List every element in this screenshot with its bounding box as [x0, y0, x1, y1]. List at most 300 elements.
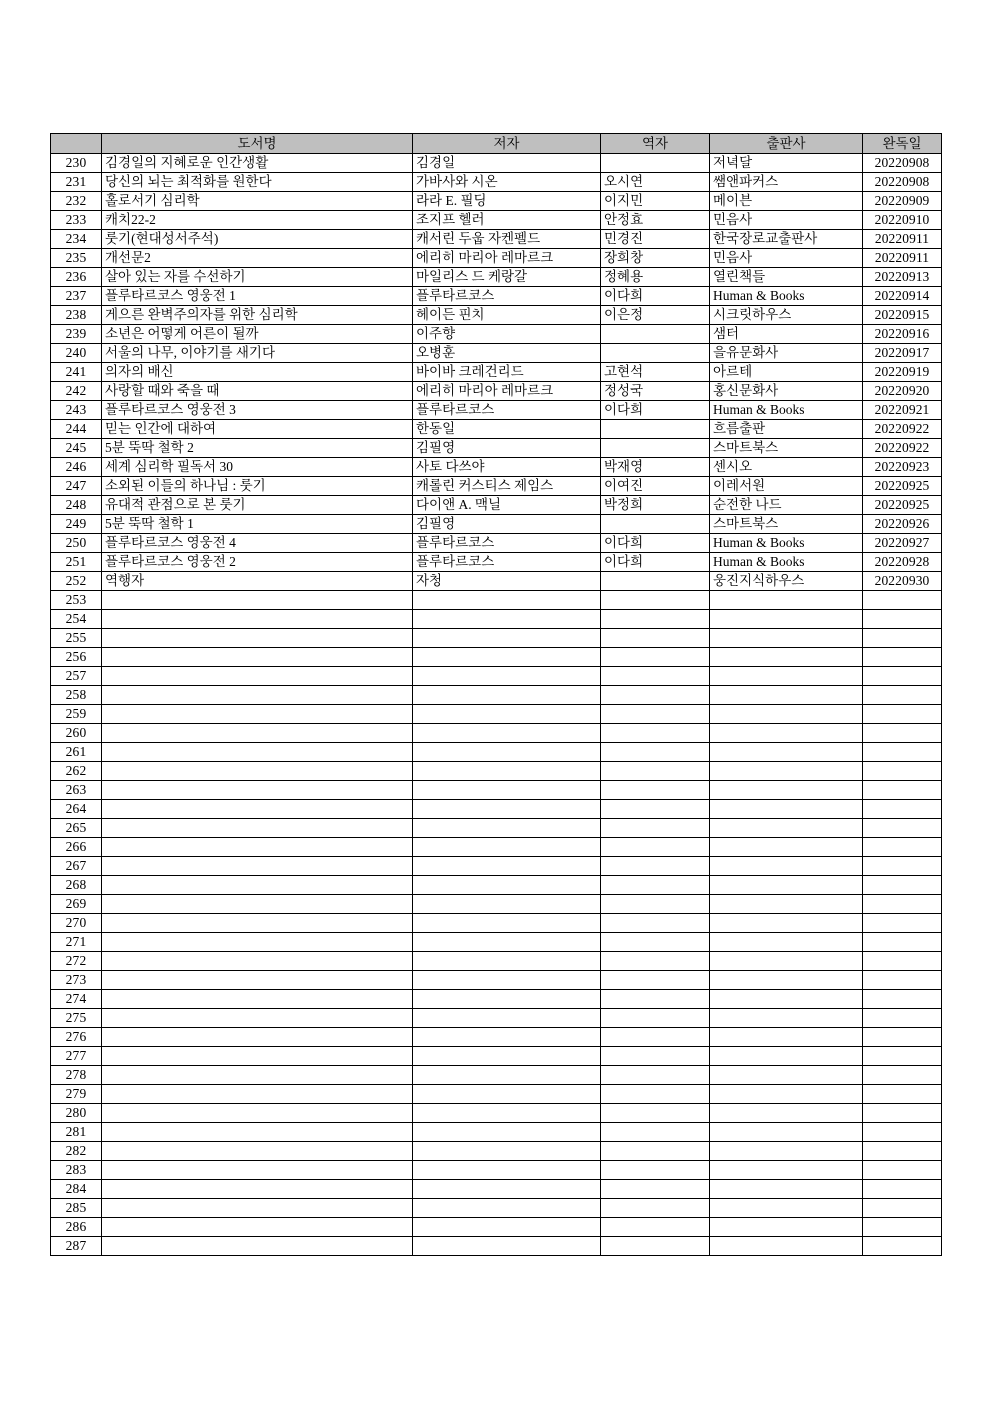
table-row[interactable] [51, 306, 942, 325]
table-row[interactable] [51, 1066, 942, 1085]
author-cell[interactable] [413, 800, 601, 819]
table-row[interactable] [51, 781, 942, 800]
table-row[interactable] [51, 857, 942, 876]
author-cell[interactable]: 김필영 [413, 439, 601, 458]
publisher-cell[interactable] [710, 895, 863, 914]
row-index-cell[interactable]: 244 [51, 420, 102, 439]
author-cell[interactable] [413, 819, 601, 838]
table-row[interactable] [51, 1180, 942, 1199]
row-index-cell[interactable]: 236 [51, 268, 102, 287]
publisher-cell[interactable] [710, 1047, 863, 1066]
publisher-cell[interactable] [710, 1161, 863, 1180]
row-index-cell[interactable]: 237 [51, 287, 102, 306]
row-index-cell[interactable]: 234 [51, 230, 102, 249]
translator-cell[interactable] [601, 724, 710, 743]
book-title-cell[interactable] [102, 724, 413, 743]
row-index-cell[interactable]: 262 [51, 762, 102, 781]
author-cell[interactable]: 한동일 [413, 420, 601, 439]
finished-date-cell[interactable]: 20220922 [863, 439, 942, 458]
book-title-cell[interactable] [102, 1009, 413, 1028]
publisher-cell[interactable] [710, 1180, 863, 1199]
publisher-cell[interactable]: 흐름출판 [710, 420, 863, 439]
translator-cell[interactable] [601, 705, 710, 724]
translator-cell[interactable] [601, 572, 710, 591]
row-index-cell[interactable]: 264 [51, 800, 102, 819]
translator-cell[interactable] [601, 591, 710, 610]
publisher-cell[interactable]: 한국장로교출판사 [710, 230, 863, 249]
translator-cell[interactable]: 정혜용 [601, 268, 710, 287]
row-index-cell[interactable]: 268 [51, 876, 102, 895]
table-row[interactable] [51, 990, 942, 1009]
author-cell[interactable] [413, 1237, 601, 1256]
translator-cell[interactable] [601, 515, 710, 534]
row-index-cell[interactable]: 269 [51, 895, 102, 914]
translator-cell[interactable]: 안정효 [601, 211, 710, 230]
finished-date-cell[interactable]: 20220923 [863, 458, 942, 477]
translator-cell[interactable] [601, 1199, 710, 1218]
translator-cell[interactable] [601, 1085, 710, 1104]
translator-cell[interactable]: 이다희 [601, 534, 710, 553]
publisher-cell[interactable] [710, 1009, 863, 1028]
table-row[interactable] [51, 838, 942, 857]
translator-cell[interactable] [601, 1237, 710, 1256]
publisher-cell[interactable]: Human & Books [710, 401, 863, 420]
translator-cell[interactable]: 오시연 [601, 173, 710, 192]
row-index-cell[interactable]: 232 [51, 192, 102, 211]
table-row[interactable] [51, 667, 942, 686]
publisher-cell[interactable] [710, 686, 863, 705]
book-title-cell[interactable]: 게으른 완벽주의자를 위한 심리학 [102, 306, 413, 325]
book-title-cell[interactable] [102, 1142, 413, 1161]
author-cell[interactable] [413, 667, 601, 686]
table-row[interactable] [51, 154, 942, 173]
book-title-cell[interactable] [102, 1218, 413, 1237]
book-title-cell[interactable]: 서울의 나무, 이야기를 새기다 [102, 344, 413, 363]
finished-date-cell[interactable]: 20220920 [863, 382, 942, 401]
book-title-cell[interactable] [102, 781, 413, 800]
translator-cell[interactable] [601, 1066, 710, 1085]
book-title-cell[interactable]: 역행자 [102, 572, 413, 591]
translator-cell[interactable] [601, 439, 710, 458]
row-index-cell[interactable]: 285 [51, 1199, 102, 1218]
finished-date-cell[interactable]: 20220930 [863, 572, 942, 591]
book-title-cell[interactable]: 캐치22-2 [102, 211, 413, 230]
row-index-cell[interactable]: 261 [51, 743, 102, 762]
translator-cell[interactable] [601, 1161, 710, 1180]
publisher-cell[interactable] [710, 648, 863, 667]
publisher-cell[interactable]: 을유문화사 [710, 344, 863, 363]
book-title-cell[interactable] [102, 876, 413, 895]
publisher-cell[interactable]: 메이븐 [710, 192, 863, 211]
publisher-cell[interactable] [710, 1142, 863, 1161]
translator-cell[interactable] [601, 933, 710, 952]
book-title-cell[interactable] [102, 591, 413, 610]
author-cell[interactable] [413, 838, 601, 857]
finished-date-cell[interactable] [863, 1047, 942, 1066]
finished-date-cell[interactable] [863, 629, 942, 648]
book-title-cell[interactable] [102, 1104, 413, 1123]
author-cell[interactable] [413, 781, 601, 800]
book-title-cell[interactable] [102, 743, 413, 762]
table-row[interactable] [51, 1028, 942, 1047]
publisher-cell[interactable] [710, 1218, 863, 1237]
publisher-cell[interactable]: 시크릿하우스 [710, 306, 863, 325]
translator-cell[interactable]: 이다희 [601, 287, 710, 306]
publisher-cell[interactable]: 아르테 [710, 363, 863, 382]
author-cell[interactable]: 에리히 마리아 레마르크 [413, 382, 601, 401]
table-row[interactable] [51, 496, 942, 515]
finished-date-cell[interactable]: 20220911 [863, 230, 942, 249]
finished-date-cell[interactable]: 20220909 [863, 192, 942, 211]
finished-date-cell[interactable] [863, 819, 942, 838]
finished-date-cell[interactable] [863, 705, 942, 724]
row-index-cell[interactable]: 272 [51, 952, 102, 971]
publisher-cell[interactable]: 민음사 [710, 211, 863, 230]
table-row[interactable] [51, 1199, 942, 1218]
row-index-cell[interactable]: 286 [51, 1218, 102, 1237]
translator-cell[interactable] [601, 1009, 710, 1028]
publisher-cell[interactable]: 열린책들 [710, 268, 863, 287]
translator-cell[interactable] [601, 1180, 710, 1199]
book-title-cell[interactable] [102, 705, 413, 724]
translator-cell[interactable] [601, 420, 710, 439]
translator-cell[interactable] [601, 781, 710, 800]
author-cell[interactable]: 마일리스 드 케랑갈 [413, 268, 601, 287]
book-title-cell[interactable] [102, 990, 413, 1009]
translator-cell[interactable] [601, 990, 710, 1009]
publisher-cell[interactable] [710, 819, 863, 838]
publisher-cell[interactable] [710, 800, 863, 819]
publisher-cell[interactable] [710, 838, 863, 857]
row-index-cell[interactable]: 252 [51, 572, 102, 591]
publisher-cell[interactable] [710, 1199, 863, 1218]
author-cell[interactable] [413, 1047, 601, 1066]
table-row[interactable] [51, 363, 942, 382]
book-title-cell[interactable] [102, 1161, 413, 1180]
table-row[interactable] [51, 458, 942, 477]
book-title-cell[interactable]: 플루타르코스 영웅전 3 [102, 401, 413, 420]
author-cell[interactable] [413, 724, 601, 743]
row-index-cell[interactable]: 243 [51, 401, 102, 420]
translator-cell[interactable] [601, 1218, 710, 1237]
finished-date-cell[interactable] [863, 1085, 942, 1104]
finished-date-cell[interactable]: 20220913 [863, 268, 942, 287]
row-index-cell[interactable]: 249 [51, 515, 102, 534]
table-row[interactable] [51, 1123, 942, 1142]
author-cell[interactable] [413, 705, 601, 724]
publisher-cell[interactable] [710, 724, 863, 743]
book-title-cell[interactable]: 홀로서기 심리학 [102, 192, 413, 211]
finished-date-cell[interactable] [863, 952, 942, 971]
book-title-cell[interactable] [102, 933, 413, 952]
table-row[interactable] [51, 705, 942, 724]
finished-date-cell[interactable] [863, 857, 942, 876]
book-title-cell[interactable] [102, 1180, 413, 1199]
publisher-cell[interactable] [710, 629, 863, 648]
row-index-cell[interactable]: 258 [51, 686, 102, 705]
author-cell[interactable] [413, 1066, 601, 1085]
book-title-cell[interactable]: 5분 뚝딱 철학 1 [102, 515, 413, 534]
publisher-cell[interactable] [710, 762, 863, 781]
book-title-cell[interactable] [102, 1047, 413, 1066]
publisher-cell[interactable]: 웅진지식하우스 [710, 572, 863, 591]
finished-date-cell[interactable] [863, 876, 942, 895]
author-cell[interactable]: 사토 다쓰야 [413, 458, 601, 477]
table-row[interactable] [51, 268, 942, 287]
book-title-cell[interactable] [102, 1028, 413, 1047]
finished-date-cell[interactable] [863, 781, 942, 800]
author-cell[interactable] [413, 1028, 601, 1047]
author-cell[interactable]: 플루타르코스 [413, 553, 601, 572]
translator-cell[interactable] [601, 762, 710, 781]
table-row[interactable] [51, 534, 942, 553]
row-index-cell[interactable]: 267 [51, 857, 102, 876]
row-index-cell[interactable]: 273 [51, 971, 102, 990]
author-cell[interactable]: 헤이든 핀치 [413, 306, 601, 325]
finished-date-cell[interactable] [863, 895, 942, 914]
author-cell[interactable] [413, 1161, 601, 1180]
book-title-cell[interactable] [102, 895, 413, 914]
finished-date-cell[interactable]: 20220919 [863, 363, 942, 382]
publisher-cell[interactable] [710, 876, 863, 895]
table-row[interactable] [51, 192, 942, 211]
row-index-cell[interactable]: 245 [51, 439, 102, 458]
translator-cell[interactable] [601, 154, 710, 173]
publisher-cell[interactable] [710, 1123, 863, 1142]
book-title-cell[interactable] [102, 762, 413, 781]
publisher-cell[interactable] [710, 705, 863, 724]
table-row[interactable] [51, 724, 942, 743]
author-cell[interactable] [413, 1218, 601, 1237]
table-row[interactable] [51, 382, 942, 401]
table-row[interactable] [51, 420, 942, 439]
publisher-cell[interactable] [710, 743, 863, 762]
translator-cell[interactable] [601, 952, 710, 971]
author-cell[interactable] [413, 933, 601, 952]
table-row[interactable] [51, 743, 942, 762]
publisher-cell[interactable] [710, 1028, 863, 1047]
finished-date-cell[interactable] [863, 1009, 942, 1028]
row-index-cell[interactable]: 259 [51, 705, 102, 724]
publisher-cell[interactable] [710, 971, 863, 990]
finished-date-cell[interactable] [863, 1104, 942, 1123]
translator-cell[interactable]: 이은정 [601, 306, 710, 325]
author-cell[interactable] [413, 1142, 601, 1161]
translator-cell[interactable] [601, 1123, 710, 1142]
row-index-cell[interactable]: 230 [51, 154, 102, 173]
book-title-cell[interactable]: 의자의 배신 [102, 363, 413, 382]
book-title-cell[interactable]: 룻기(현대성서주석) [102, 230, 413, 249]
publisher-cell[interactable] [710, 857, 863, 876]
table-row[interactable] [51, 933, 942, 952]
row-index-cell[interactable]: 256 [51, 648, 102, 667]
author-cell[interactable]: 플루타르코스 [413, 401, 601, 420]
finished-date-cell[interactable]: 20220928 [863, 553, 942, 572]
book-title-cell[interactable] [102, 610, 413, 629]
finished-date-cell[interactable]: 20220925 [863, 496, 942, 515]
row-index-cell[interactable]: 276 [51, 1028, 102, 1047]
finished-date-cell[interactable] [863, 914, 942, 933]
finished-date-cell[interactable] [863, 610, 942, 629]
translator-cell[interactable]: 박재영 [601, 458, 710, 477]
translator-cell[interactable] [601, 914, 710, 933]
publisher-cell[interactable]: 샘터 [710, 325, 863, 344]
publisher-cell[interactable] [710, 933, 863, 952]
book-title-cell[interactable] [102, 819, 413, 838]
book-title-cell[interactable]: 5분 뚝딱 철학 2 [102, 439, 413, 458]
publisher-cell[interactable]: 순전한 나드 [710, 496, 863, 515]
row-index-cell[interactable]: 247 [51, 477, 102, 496]
row-index-cell[interactable]: 239 [51, 325, 102, 344]
book-title-cell[interactable] [102, 838, 413, 857]
table-row[interactable] [51, 1104, 942, 1123]
finished-date-cell[interactable]: 20220914 [863, 287, 942, 306]
translator-cell[interactable] [601, 743, 710, 762]
book-title-cell[interactable] [102, 971, 413, 990]
finished-date-cell[interactable] [863, 1218, 942, 1237]
row-index-cell[interactable]: 270 [51, 914, 102, 933]
table-row[interactable] [51, 800, 942, 819]
table-row[interactable] [51, 610, 942, 629]
publisher-cell[interactable] [710, 667, 863, 686]
table-row[interactable] [51, 173, 942, 192]
finished-date-cell[interactable] [863, 1066, 942, 1085]
finished-date-cell[interactable] [863, 1028, 942, 1047]
finished-date-cell[interactable] [863, 648, 942, 667]
finished-date-cell[interactable]: 20220911 [863, 249, 942, 268]
finished-date-cell[interactable] [863, 667, 942, 686]
table-row[interactable] [51, 686, 942, 705]
table-row[interactable] [51, 553, 942, 572]
author-cell[interactable] [413, 1180, 601, 1199]
table-row[interactable] [51, 1047, 942, 1066]
translator-cell[interactable] [601, 1028, 710, 1047]
book-title-cell[interactable]: 당신의 뇌는 최적화를 원한다 [102, 173, 413, 192]
row-index-cell[interactable]: 287 [51, 1237, 102, 1256]
finished-date-cell[interactable]: 20220908 [863, 154, 942, 173]
publisher-cell[interactable] [710, 1237, 863, 1256]
table-row[interactable] [51, 344, 942, 363]
author-cell[interactable]: 자청 [413, 572, 601, 591]
author-cell[interactable]: 다이앤 A. 맥닐 [413, 496, 601, 515]
publisher-cell[interactable]: 저녁달 [710, 154, 863, 173]
row-index-cell[interactable]: 251 [51, 553, 102, 572]
publisher-cell[interactable]: 홍신문화사 [710, 382, 863, 401]
translator-cell[interactable] [601, 610, 710, 629]
table-row[interactable] [51, 1218, 942, 1237]
row-index-cell[interactable]: 278 [51, 1066, 102, 1085]
book-title-cell[interactable]: 플루타르코스 영웅전 2 [102, 553, 413, 572]
table-row[interactable] [51, 249, 942, 268]
row-index-cell[interactable]: 254 [51, 610, 102, 629]
table-row[interactable] [51, 211, 942, 230]
table-row[interactable] [51, 515, 942, 534]
translator-cell[interactable] [601, 1142, 710, 1161]
finished-date-cell[interactable] [863, 990, 942, 1009]
row-index-cell[interactable]: 275 [51, 1009, 102, 1028]
book-title-cell[interactable] [102, 1123, 413, 1142]
author-cell[interactable] [413, 876, 601, 895]
author-cell[interactable] [413, 591, 601, 610]
author-cell[interactable]: 라라 E. 필딩 [413, 192, 601, 211]
translator-cell[interactable] [601, 800, 710, 819]
row-index-cell[interactable]: 233 [51, 211, 102, 230]
finished-date-cell[interactable]: 20220916 [863, 325, 942, 344]
publisher-cell[interactable]: 이레서원 [710, 477, 863, 496]
translator-cell[interactable]: 고현석 [601, 363, 710, 382]
book-title-cell[interactable]: 세계 심리학 필독서 30 [102, 458, 413, 477]
translator-cell[interactable] [601, 1047, 710, 1066]
book-title-cell[interactable] [102, 629, 413, 648]
row-index-cell[interactable]: 271 [51, 933, 102, 952]
book-title-cell[interactable]: 믿는 인간에 대하여 [102, 420, 413, 439]
translator-cell[interactable]: 정성국 [601, 382, 710, 401]
publisher-cell[interactable]: 센시오 [710, 458, 863, 477]
author-cell[interactable] [413, 686, 601, 705]
table-row[interactable] [51, 648, 942, 667]
table-row[interactable] [51, 230, 942, 249]
table-row[interactable] [51, 629, 942, 648]
row-index-cell[interactable]: 242 [51, 382, 102, 401]
publisher-cell[interactable]: Human & Books [710, 534, 863, 553]
row-index-cell[interactable]: 265 [51, 819, 102, 838]
author-cell[interactable] [413, 1123, 601, 1142]
book-title-cell[interactable]: 플루타르코스 영웅전 4 [102, 534, 413, 553]
author-cell[interactable]: 김경일 [413, 154, 601, 173]
publisher-cell[interactable]: 스마트북스 [710, 515, 863, 534]
finished-date-cell[interactable]: 20220910 [863, 211, 942, 230]
finished-date-cell[interactable] [863, 743, 942, 762]
author-cell[interactable]: 플루타르코스 [413, 287, 601, 306]
finished-date-cell[interactable]: 20220922 [863, 420, 942, 439]
author-cell[interactable]: 플루타르코스 [413, 534, 601, 553]
author-cell[interactable] [413, 971, 601, 990]
publisher-cell[interactable]: 스마트북스 [710, 439, 863, 458]
book-title-cell[interactable]: 소외된 이들의 하나님 : 룻기 [102, 477, 413, 496]
row-index-cell[interactable]: 283 [51, 1161, 102, 1180]
publisher-cell[interactable] [710, 591, 863, 610]
publisher-cell[interactable] [710, 1085, 863, 1104]
publisher-cell[interactable] [710, 1066, 863, 1085]
finished-date-cell[interactable]: 20220915 [863, 306, 942, 325]
translator-cell[interactable] [601, 686, 710, 705]
author-cell[interactable] [413, 990, 601, 1009]
book-title-cell[interactable]: 살아 있는 자를 수선하기 [102, 268, 413, 287]
publisher-cell[interactable] [710, 990, 863, 1009]
publisher-cell[interactable]: Human & Books [710, 553, 863, 572]
author-cell[interactable] [413, 648, 601, 667]
book-title-cell[interactable] [102, 914, 413, 933]
book-title-cell[interactable]: 플루타르코스 영웅전 1 [102, 287, 413, 306]
finished-date-cell[interactable]: 20220921 [863, 401, 942, 420]
translator-cell[interactable] [601, 1104, 710, 1123]
finished-date-cell[interactable] [863, 1123, 942, 1142]
table-row[interactable] [51, 325, 942, 344]
publisher-cell[interactable] [710, 610, 863, 629]
finished-date-cell[interactable] [863, 1199, 942, 1218]
finished-date-cell[interactable] [863, 933, 942, 952]
translator-cell[interactable] [601, 971, 710, 990]
row-index-cell[interactable]: 235 [51, 249, 102, 268]
table-row[interactable] [51, 762, 942, 781]
table-row[interactable] [51, 971, 942, 990]
book-title-cell[interactable] [102, 857, 413, 876]
translator-cell[interactable] [601, 629, 710, 648]
table-row[interactable] [51, 1161, 942, 1180]
publisher-cell[interactable]: Human & Books [710, 287, 863, 306]
table-row[interactable] [51, 591, 942, 610]
translator-cell[interactable] [601, 325, 710, 344]
